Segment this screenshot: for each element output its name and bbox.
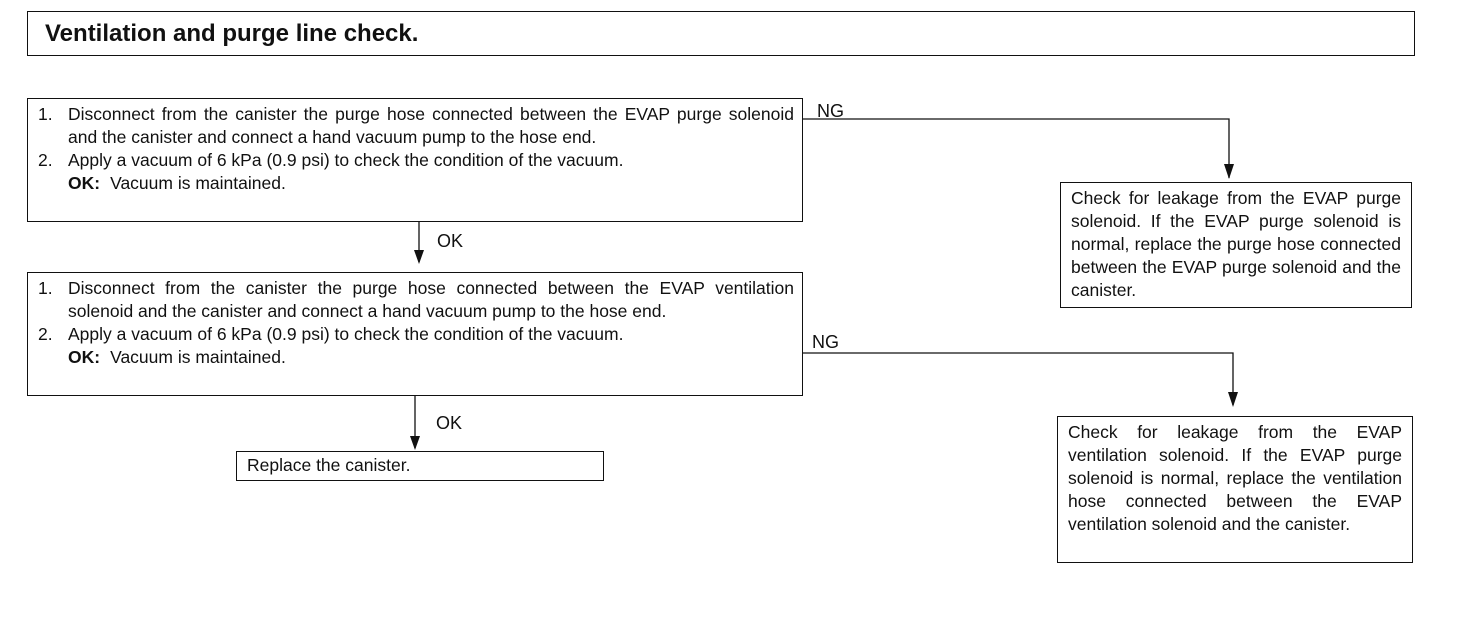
step1-box xyxy=(27,98,803,222)
replace-canister-text: Replace the canister. xyxy=(247,455,411,475)
ng2-label: NG xyxy=(812,332,839,352)
step-number: 2. xyxy=(38,150,53,170)
ok1-label: OK xyxy=(437,231,464,251)
ng1-label: NG xyxy=(817,101,844,121)
ok2-label: OK xyxy=(436,413,463,433)
step-number: 2. xyxy=(38,324,53,344)
ok2-connector xyxy=(410,395,420,450)
page-title: Ventilation and purge line check. xyxy=(45,20,419,47)
replace-canister-box xyxy=(236,451,604,481)
ng2-connector xyxy=(803,353,1238,407)
ng2-result-box xyxy=(1057,416,1413,563)
step2-item-1 xyxy=(34,277,794,323)
step-number: 1. xyxy=(38,278,53,298)
ok-text: Vacuum is maintained. xyxy=(110,173,286,193)
step-text: Apply a vacuum of 6 kPa (0.9 psi) to check the condition of the vacuum. xyxy=(68,150,624,170)
ng1-connector xyxy=(803,119,1234,179)
step2-box xyxy=(27,272,803,396)
ng1-result-box xyxy=(1060,182,1412,308)
step1-item-2 xyxy=(34,149,794,172)
step1-ok-criterion xyxy=(34,172,794,195)
step-text: Apply a vacuum of 6 kPa (0.9 psi) to check the condition of the vacuum. xyxy=(68,324,624,344)
step2-item-2 xyxy=(34,323,794,346)
ng1-result-text: Check for leakage from the EVAP purge solenoid. If the EVAP purge solenoid is normal, replace the purge hose connected between the EVAP purge solenoid and the canister. xyxy=(1071,188,1401,300)
ok-text: Vacuum is maintained. xyxy=(110,347,286,367)
step-text: Disconnect from the canister the purge hose connected between the EVAP ventilation solenoid and the canister and connect a hand vacuum pump to the hose end. xyxy=(68,278,794,321)
ok-label: OK: xyxy=(68,347,101,367)
ok-label: OK: xyxy=(68,173,101,193)
step-number: 1. xyxy=(38,104,53,124)
step2-ok-criterion xyxy=(34,346,794,369)
step1-item-1 xyxy=(34,103,794,149)
ok1-connector xyxy=(414,222,424,264)
ng2-result-text: Check for leakage from the EVAP ventilation solenoid. If the EVAP purge solenoid is normal, replace the ventilation hose connected between the EVAP ventilation solenoid and the canister. xyxy=(1068,422,1402,534)
step-text: Disconnect from the canister the purge hose connected between the EVAP purge solenoid and the canister and connect a hand vacuum pump to the hose end. xyxy=(68,104,794,147)
